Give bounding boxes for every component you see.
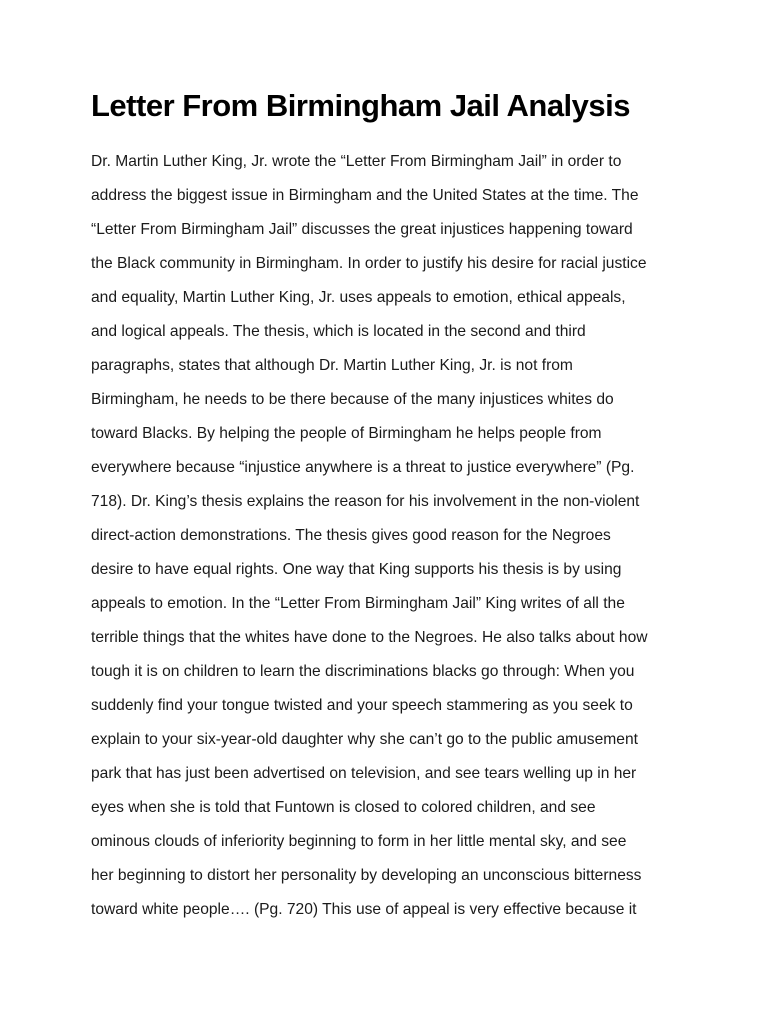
text-line: Dr. Martin Luther King, Jr. wrote the “Letter From Birmingham Jail” in order to: [91, 153, 622, 170]
text-line: paragraphs, states that although Dr. Martin Luther King, Jr. is not from: [91, 357, 573, 374]
text-line: explain to your six-year-old daughter why she can’t go to the public amusement: [91, 731, 638, 748]
text-line: 718). Dr. King’s thesis explains the reason for his involvement in the non-violent: [91, 493, 640, 510]
text-line: “Letter From Birmingham Jail” discusses the great injustices happening toward: [91, 221, 633, 238]
text-line: Birmingham, he needs to be there because of the many injustices whites do: [91, 391, 614, 408]
text-line: toward white people…. (Pg. 720) This use of appeal is very effective because it: [91, 901, 637, 918]
text-line: suddenly find your tongue twisted and your speech stammering as you seek to: [91, 697, 633, 714]
document-title: Letter From Birmingham Jail Analysis: [91, 88, 631, 123]
text-line: appeals to emotion. In the “Letter From Birmingham Jail” King writes of all the: [91, 595, 625, 612]
text-line: address the biggest issue in Birmingham and the United States at the time. The: [91, 187, 639, 204]
text-line: tough it is on children to learn the discriminations blacks go through: When you: [91, 663, 635, 680]
text-line: her beginning to distort her personality by developing an unconscious bitterness: [91, 867, 642, 884]
text-line: and logical appeals. The thesis, which is located in the second and third: [91, 323, 586, 340]
text-line: desire to have equal rights. One way that King supports his thesis is by using: [91, 561, 622, 578]
text-line: the Black community in Birmingham. In order to justify his desire for racial justice: [91, 255, 647, 272]
text-line: terrible things that the whites have done to the Negroes. He also talks about how: [91, 629, 648, 646]
text-line: everywhere because “injustice anywhere is a threat to justice everywhere” (Pg.: [91, 459, 635, 476]
text-line: toward Blacks. By helping the people of Birmingham he helps people from: [91, 425, 602, 442]
text-line: eyes when she is told that Funtown is closed to colored children, and see: [91, 799, 596, 816]
text-line: and equality, Martin Luther King, Jr. uses appeals to emotion, ethical appeals,: [91, 289, 626, 306]
text-line: park that has just been advertised on television, and see tears welling up in her: [91, 765, 637, 782]
text-line: ominous clouds of inferiority beginning to form in her little mental sky, and see: [91, 833, 627, 850]
document-body: [91, 145, 691, 927]
text-line: direct-action demonstrations. The thesis gives good reason for the Negroes: [91, 527, 611, 544]
